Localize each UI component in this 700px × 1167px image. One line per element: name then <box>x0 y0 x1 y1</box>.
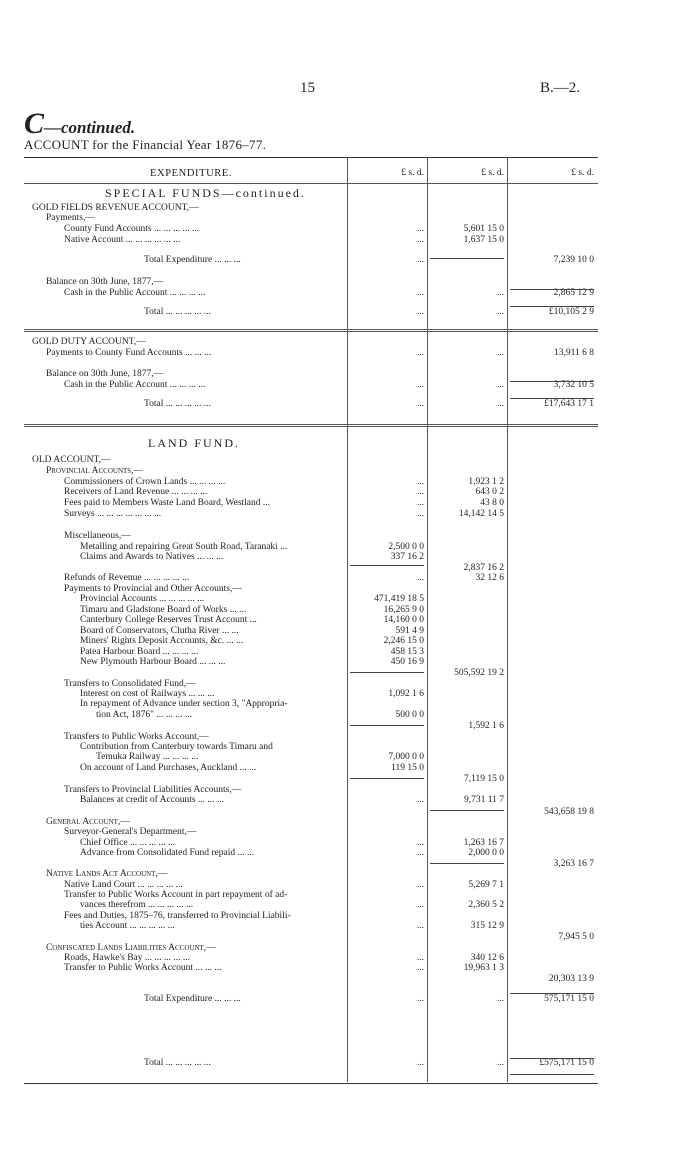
column-header: £ s. d. <box>401 168 424 178</box>
amount-cell: ... <box>496 399 504 409</box>
amount-cell: ... <box>416 224 424 234</box>
subtotal-rule <box>510 993 594 994</box>
row-label: In repayment of Advance under section 3, "Appropria- <box>80 699 288 709</box>
amount-cell: ... <box>496 994 504 1004</box>
row-label: Total Expenditure ... ... ... <box>144 994 241 1004</box>
amount-cell: 5,601 15 0 <box>463 224 504 234</box>
amount-cell: 471,419 18 5 <box>374 594 424 604</box>
amount-cell: 7,119 15 0 <box>463 774 504 784</box>
amount-cell: 5,269 7 1 <box>468 880 504 890</box>
row-label: New Plymouth Harbour Board ... ... ... <box>80 657 226 667</box>
row-label: Claims and Awards to Natives ... ... ... <box>80 552 224 562</box>
row-label: Refunds of Revenue ... ... ... ... ... <box>64 573 190 583</box>
subtotal-rule <box>350 725 424 726</box>
amount-cell: 9,731 11 7 <box>463 795 504 805</box>
amount-cell: 315 12 9 <box>470 921 504 931</box>
row-label: Metalling and repairing Great South Road, Taranaki ... <box>80 542 288 552</box>
amount-cell: 43 8 0 <box>480 498 504 508</box>
amount-cell: ... <box>416 509 424 519</box>
amount-cell: ... <box>416 348 424 358</box>
amount-cell: ... <box>416 573 424 583</box>
row-label: Miners' Rights Deposit Accounts, &c. ... ... <box>80 636 244 646</box>
amount-cell: ... <box>416 953 424 963</box>
amount-cell: ... <box>416 848 424 858</box>
row-label: Roads, Hawke's Bay ... ... ... ... ... <box>64 953 190 963</box>
row-label: Patea Harbour Board ... ... ... ... <box>80 647 199 657</box>
row-label: GOLD DUTY ACCOUNT,— <box>32 337 146 347</box>
row-label: Transfer to Public Works Account ... ... ... <box>64 963 222 973</box>
amount-cell: ... <box>496 348 504 358</box>
amount-cell: ... <box>416 900 424 910</box>
page-number: 15 <box>300 80 315 96</box>
amount-cell: ... <box>416 399 424 409</box>
amount-cell: ... <box>496 1058 504 1068</box>
amount-cell: 591 4 9 <box>395 626 424 636</box>
row-label: Total ... ... ... ... ... <box>144 1058 211 1068</box>
row-label: GOLD FIELDS REVENUE ACCOUNT,— <box>32 203 199 213</box>
subtotal-rule <box>350 565 424 566</box>
row-label: Balances at credit of Accounts ... ... ... <box>80 795 225 805</box>
amount-cell: £17,643 17 1 <box>544 399 594 409</box>
column-divider <box>347 157 348 1082</box>
subtotal-rule <box>350 672 424 673</box>
column-header: £ s. d. <box>481 168 504 178</box>
row-label: Transfers to Provincial Liabilities Accounts,— <box>64 785 242 795</box>
amount-cell: 7,945 5 0 <box>558 932 594 942</box>
amount-cell: 2,837 16 2 <box>463 563 504 573</box>
row-label: Balance on 30th June, 1877,— <box>46 277 164 287</box>
row-label: Timaru and Gladstone Board of Works ... ... <box>80 605 247 615</box>
amount-cell: 7,000 0 0 <box>388 752 424 762</box>
amount-cell: ... <box>416 1058 424 1068</box>
row-label: Cash in the Public Account ... ... ... ... <box>64 288 206 298</box>
section-heading <box>24 107 135 141</box>
amount-cell: 458 15 3 <box>390 647 424 657</box>
row-label: Contribution from Canterbury towards Timaru and <box>80 742 273 752</box>
row-label: General Account,— <box>46 817 130 827</box>
amount-cell: 7,239 10 0 <box>553 255 594 265</box>
amount-cell: 575,171 15 0 <box>544 994 594 1004</box>
amount-cell: ... <box>416 380 424 390</box>
row-label: Temuka Railway ... ... ... ... <box>96 752 199 762</box>
column-divider <box>427 157 428 1082</box>
subtotal-rule <box>430 863 504 864</box>
amount-cell: 643 0 2 <box>475 487 504 497</box>
amount-cell: 1,923 1 2 <box>468 477 504 487</box>
row-label: Surveyor-General's Department,— <box>64 827 197 837</box>
row-label: Provincial Accounts ... ... ... ... ... <box>80 594 205 604</box>
amount-cell: 2,246 15 0 <box>383 636 424 646</box>
amount-cell: ... <box>416 255 424 265</box>
amount-cell: 543,658 19 8 <box>544 807 594 817</box>
amount-cell: 1,592 1 6 <box>468 721 504 731</box>
row-label: Surveys ... ... ... ... ... ... ... <box>64 509 162 519</box>
amount-cell: 14,160 0 0 <box>383 615 424 625</box>
amount-cell: 500 0 0 <box>395 710 424 720</box>
section-continued: —continued. <box>44 118 136 137</box>
row-label: Transfers to Consolidated Fund,— <box>64 679 196 689</box>
amount-cell: ... <box>496 288 504 298</box>
subtotal-rule <box>430 810 504 811</box>
amount-cell: 19,963 1 3 <box>463 963 504 973</box>
row-label: Payments to Provincial and Other Accounts,— <box>64 584 242 594</box>
row-label: Canterbury College Reserves Trust Account ... <box>80 615 257 625</box>
row-label: Total ... ... ... ... ... <box>144 307 211 317</box>
row-label: Commissioners of Crown Lands ... ... ... ... <box>64 477 226 487</box>
row-label: Interest on cost of Railways ... ... ... <box>80 689 215 699</box>
amount-cell: ... <box>416 498 424 508</box>
subtotal-rule <box>510 381 594 382</box>
header-rule <box>24 183 598 184</box>
amount-cell: 505,592 19 2 <box>454 668 504 678</box>
row-label: Total Expenditure ... ... ... <box>144 255 241 265</box>
row-label: County Fund Accounts ... ... ... ... ... <box>64 224 200 234</box>
amount-cell: ... <box>416 880 424 890</box>
section-rule <box>24 426 598 427</box>
row-label: Transfers to Public Works Account,— <box>64 732 209 742</box>
amount-cell: 2,360 5 2 <box>468 900 504 910</box>
account-title: ACCOUNT for the Financial Year 1876–77. <box>24 137 267 152</box>
amount-cell: ... <box>416 477 424 487</box>
amount-cell: ... <box>416 963 424 973</box>
amount-cell: ... <box>416 795 424 805</box>
row-label: Confiscated Lands Liabilities Account,— <box>46 943 216 953</box>
row-label: vances therefrom ... ... ... ... ... <box>80 900 194 910</box>
amount-cell: 3,263 16 7 <box>553 859 594 869</box>
amount-cell: 14,142 14 5 <box>458 509 504 519</box>
amount-cell: 32 12 6 <box>475 573 504 583</box>
row-label: Payments,— <box>46 213 95 223</box>
amount-cell: 3,732 10 5 <box>553 380 594 390</box>
amount-cell: 119 15 0 <box>391 763 424 773</box>
row-label: tion Act, 1876" ... ... ... ... <box>96 710 192 720</box>
row-label: Chief Office ... ... ... ... ... <box>80 838 176 848</box>
amount-cell: 2,865 12 9 <box>553 288 594 298</box>
amount-cell: ... <box>496 307 504 317</box>
row-label: Cash in the Public Account ... ... ... ... <box>64 380 206 390</box>
section-rule <box>24 424 598 425</box>
amount-cell: 20,303 13 9 <box>548 974 594 984</box>
subtotal-rule <box>510 398 594 399</box>
amount-cell: £10,105 2 9 <box>548 307 594 317</box>
section-rule <box>24 329 598 330</box>
amount-cell: 2,000 0 0 <box>468 848 504 858</box>
amount-cell: 1,092 1 6 <box>388 689 424 699</box>
amount-cell: £575,171 15 0 <box>539 1058 594 1068</box>
subtotal-rule <box>510 1074 594 1075</box>
document-reference: B.—2. <box>540 80 581 96</box>
row-label: On account of Land Purchases, Auckland ... ... <box>80 763 257 773</box>
row-label: Native Land Court ... ... ... ... ... <box>64 880 183 890</box>
row-label: Advance from Consolidated Fund repaid ... ... <box>80 848 255 858</box>
subtotal-rule <box>510 1058 594 1059</box>
row-label: Payments to County Fund Accounts ... ... ... <box>46 348 212 358</box>
row-label: Receivers of Land Revenue ... ... ... ... <box>64 487 208 497</box>
row-label: Native Account ... ... ... ... ... ... <box>64 235 181 245</box>
amount-cell: ... <box>496 380 504 390</box>
subtotal-rule <box>510 306 594 307</box>
row-label: Miscellaneous,— <box>64 531 131 541</box>
amount-cell: 337 16 2 <box>390 552 424 562</box>
land-fund-heading: LAND FUND. <box>148 436 240 450</box>
amount-cell: 1,637 15 0 <box>463 235 504 245</box>
section-letter: C <box>24 107 45 140</box>
row-label: ties Account ... ... ... ... ... <box>80 921 175 931</box>
amount-cell: ... <box>416 838 424 848</box>
subtotal-rule <box>350 778 424 779</box>
amount-cell: 13,911 6 8 <box>553 348 594 358</box>
amount-cell: 2,500 0 0 <box>388 542 424 552</box>
row-label: Native Lands Act Account,— <box>46 869 168 879</box>
column-header: £ s. d. <box>571 168 594 178</box>
expenditure-header: EXPENDITURE. <box>150 168 233 179</box>
row-label: Provincial Accounts,— <box>46 466 144 476</box>
amount-cell: ... <box>416 235 424 245</box>
amount-cell: 1,263 16 7 <box>463 838 504 848</box>
row-label: OLD ACCOUNT,— <box>32 455 111 465</box>
row-label: Fees paid to Members Waste Land Board, Westland ... <box>64 498 271 508</box>
row-label: Fees and Duties, 1875–76, transferred to Provincial Liabili- <box>64 911 291 921</box>
amount-cell: ... <box>416 307 424 317</box>
amount-cell: ... <box>416 921 424 931</box>
row-label: Transfer to Public Works Account in part repayment of ad- <box>64 890 288 900</box>
column-divider <box>507 157 508 1082</box>
subtotal-rule <box>510 289 594 290</box>
row-label: Balance on 30th June, 1877,— <box>46 369 164 379</box>
row-label: Board of Conservators, Clutha River ... ... <box>80 626 239 636</box>
section-rule <box>24 331 598 332</box>
subtotal-rule <box>430 258 504 259</box>
amount-cell: ... <box>416 487 424 497</box>
amount-cell: 16,265 9 0 <box>383 605 424 615</box>
amount-cell: ... <box>416 994 424 1004</box>
special-funds-heading: SPECIAL FUNDS—continued. <box>105 186 306 200</box>
amount-cell: 340 12 6 <box>470 953 504 963</box>
amount-cell: ... <box>416 288 424 298</box>
amount-cell: 450 16 9 <box>390 657 424 667</box>
row-label: Total ... ... ... ... ... <box>144 399 211 409</box>
